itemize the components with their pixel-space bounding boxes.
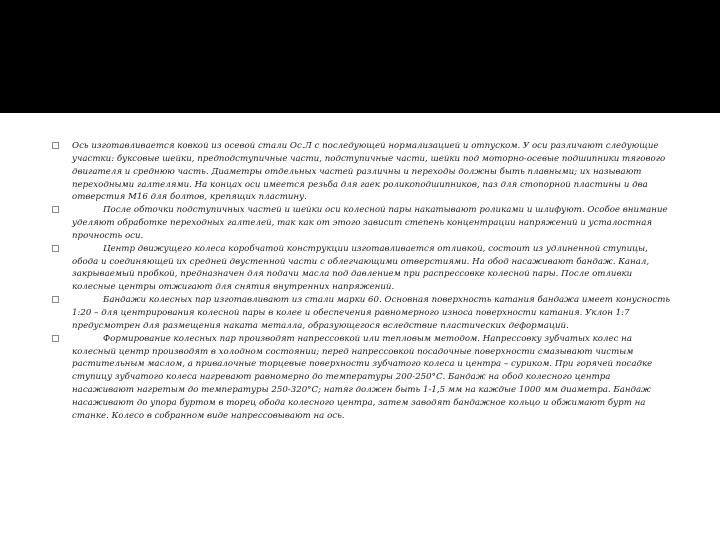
paragraph-text: Бандажи колесных пар изготавливают из стали марки 60. Основная поверхность катания бандажа имеет конусность 1:20 – для центрирования колесной пары в колее и обеспечения равномерного износа поверхности катания. Уклон 1:7 предусмотрен для размещения наката металла, образующегося вследствие пластических деформаций. bbox=[72, 295, 671, 331]
paragraph-1 bbox=[52, 140, 672, 204]
paragraph-text: Формирование колесных пар производят напрессовкой или тепловым методом. Напрессовку зубчатых колес на колесный центр производят в холодном состоянии; перед напрессовкой посадочные поверхности смазывают чистым растительным маслом, а привалочные торцевые поверхности зубчатого колеса и центра – суриком. При горячей посадке ступицу зубчатого колеса нагревают равномерно до температуры 200-250°С. Бандаж на обод колесного центра насаживают нагретым до температуры 250-320°С; натяг должен быть 1-1,5 мм на каждые 1000 мм диаметра. Бандаж насаживают до упора буртом в торец обода колесного центра, затем заводят бандажное кольцо и обжимают бурт на станке. Колесо в собранном виде напрессовывают на ось. bbox=[72, 333, 653, 421]
bullet-icon bbox=[52, 245, 59, 252]
paragraph-text: После обточки подступичных частей и шейки оси колесной пары накатывают роликами и шлифуют. Особое внимание уделяют обработке переходных галтелей, так как от этого зависит степень концентрации напряжений и усталостная прочность оси. bbox=[72, 205, 668, 241]
paragraph-4 bbox=[52, 294, 672, 333]
slide-body bbox=[52, 140, 672, 423]
bullet-icon bbox=[52, 335, 59, 342]
paragraph-text: Центр движущего колеса коробчатой конструкции изготавливается отливкой, состоит из удлиненной ступицы, обода и соединяющей их средней двустенной части с облегчающими отверстиями. На обод насаживают бандаж. Канал, закрываемый пробкой, предназначен для подачи масла под давлением при распрессовке колесной пары. После отливки колесные центры отжигают для снятия внутренних напряжений. bbox=[72, 243, 650, 293]
paragraph-text: Ось изготавливается ковкой из осевой стали Ос.Л с последующей нормализацией и отпуском. У оси различают следующие участки: буксовые шейки, предподступичные части, подступичные части, шейки под моторно-осевые подшипники тягового двигателя и среднюю часть. Диаметры отдельных частей различны и переходы должны быть плавными; их называют переходными галтелями. На концах оси имеется резьба для гаек роликоподшипников, паз для стопорной пластины и два отверстия М16 для болтов, крепящих пластину. bbox=[72, 141, 666, 203]
bullet-icon bbox=[52, 296, 59, 303]
header-band bbox=[0, 0, 720, 113]
paragraph-5 bbox=[52, 333, 672, 423]
paragraph-2 bbox=[52, 204, 672, 243]
paragraph-3 bbox=[52, 243, 672, 294]
bullet-icon bbox=[52, 142, 59, 149]
bullet-icon bbox=[52, 206, 59, 213]
